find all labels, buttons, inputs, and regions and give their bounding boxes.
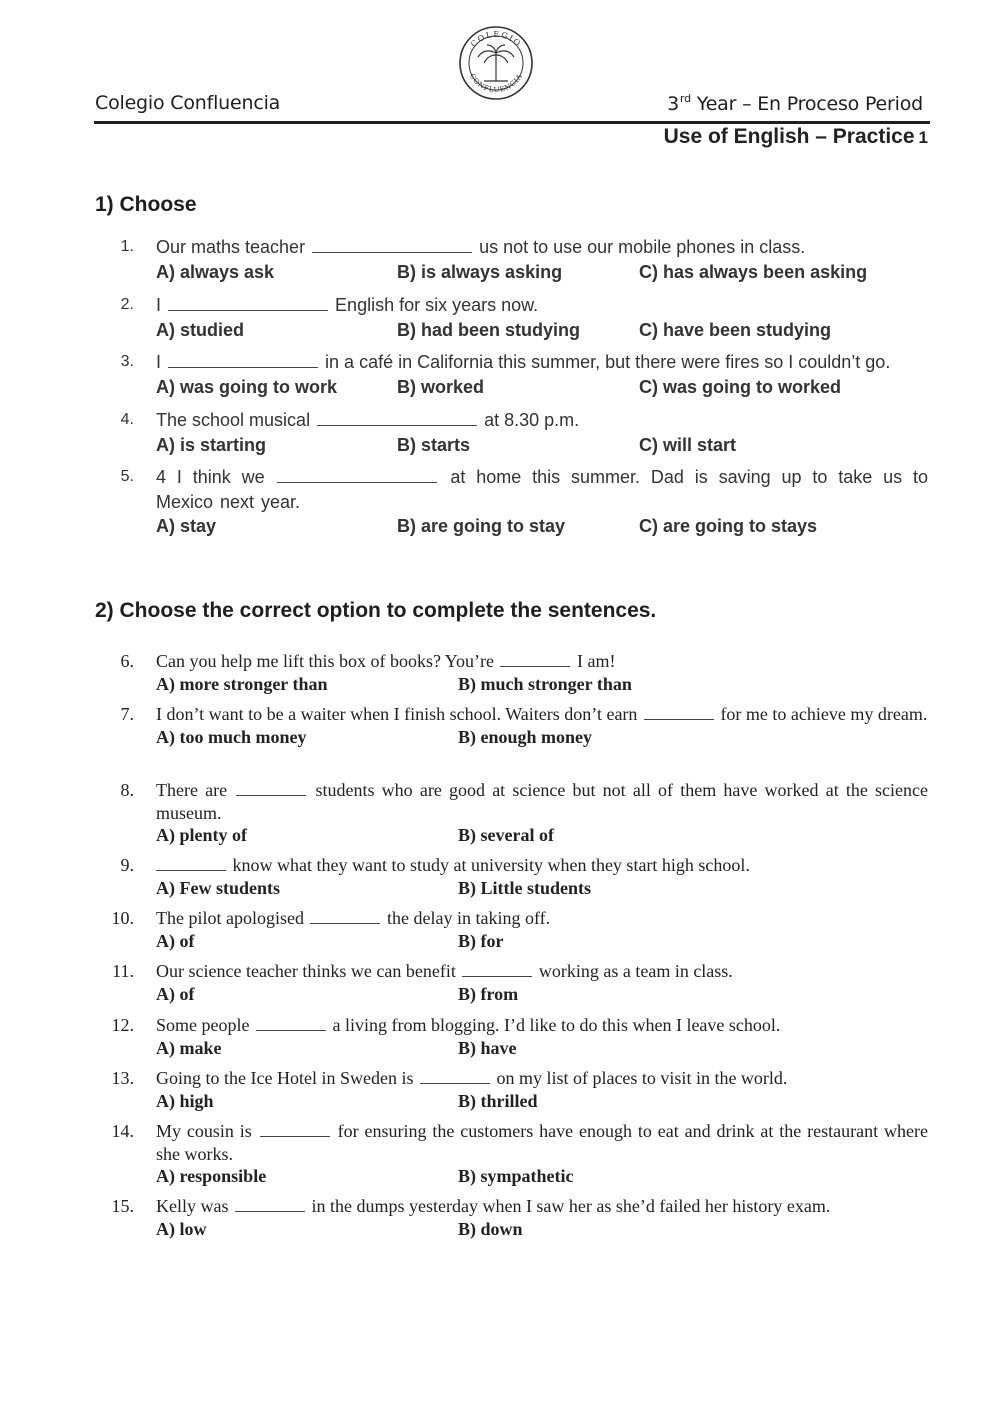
option-b[interactable]: B) much stronger than <box>458 673 632 694</box>
svg-text:COLEGIO: COLEGIO <box>468 29 523 49</box>
answer-blank[interactable] <box>462 962 532 977</box>
option-b[interactable]: B) is always asking <box>397 261 563 282</box>
option-a[interactable]: A) high <box>156 1090 214 1111</box>
option-a[interactable]: A) Few students <box>156 877 280 898</box>
option-b[interactable]: B) are going to stay <box>397 516 566 536</box>
svg-text:CONFLUENCIA: CONFLUENCIA <box>467 72 525 95</box>
option-a[interactable]: A) stay <box>156 516 217 536</box>
option-a[interactable]: A) always ask <box>156 261 275 282</box>
section-1-title: 1) Choose <box>95 193 197 216</box>
option-b[interactable]: B) enough money <box>458 726 593 747</box>
option-b[interactable]: B) starts <box>397 434 471 455</box>
answer-blank[interactable] <box>312 238 472 253</box>
option-c[interactable]: C) are going to stays <box>639 516 818 536</box>
option-a[interactable]: A) responsible <box>156 1166 267 1186</box>
option-b[interactable]: B) Little students <box>458 877 592 898</box>
answer-blank[interactable] <box>277 468 437 483</box>
answer-blank[interactable] <box>500 652 570 667</box>
worksheet-page: COLEGIO CONFLUENCIA Colegio Confluencia 3rd Year – En Proceso Period Use of English – Practice 1 1) Choose 1. Our maths teacher us not to use our mobile phones in class. A) always ask B) is always asking C) has always been asking 2. I English for six years now. A) studied B) had been studying C) have been studying 3. I in a café in California this summer, but there were fires so I couldn’t go. A) was going to work B) worked C) was going to worked 4. The school musical at 8.30 p.m. A) is starting B) starts C) will start 5. 4 I think we at home this summer. Dad is saving up to take us to Mexico next year. A) stay B) are going to stay C) are going to stays 2) Choose the correct option to complete the sentences. 6. Can you help me lift this box of books? You’re I am! A) more stronger than B) much stronger than 7. I don’t want to be a waiter when I finish school. Waiters don’t earn for me to achieve my dream. A) too much money B) enough money 8. There are students who are good at science but not all of them have worked at the science museum. A) plenty of B) several of 9. know what they want to study at university when they start high school. A) Few students B) Little students 10. The pilot apologised the delay in taking off. A) of B) for 11. Our science teacher thinks we can benefit working as a team in class. A) of B) from 12. Some people a living from blogging. I’d like to do this when I leave school. A) make B) have 13. Going to the Ice Hotel in Sweden is on my list of places to visit in the world. A) high B) thrilled 14. My cousin is for ensuring the customers have enough to eat and drink at the restaurant where she works. A) responsible B) sympathetic 15. Kelly was in the dumps yesterday when I saw her as she’d failed her history exam. A) low B) down <box>0 0 1000 1413</box>
option-b[interactable]: B) for <box>458 930 504 951</box>
option-a[interactable]: A) plenty of <box>156 825 247 845</box>
answer-blank[interactable] <box>256 1016 326 1031</box>
option-b[interactable]: B) have <box>458 1037 517 1058</box>
option-a[interactable]: A) was going to work <box>156 376 338 397</box>
option-b[interactable]: B) sympathetic <box>458 1166 574 1186</box>
option-c[interactable]: C) have been studying <box>639 319 832 340</box>
option-b[interactable]: B) from <box>458 983 519 1004</box>
option-a[interactable]: A) of <box>156 983 195 1004</box>
answer-blank[interactable] <box>236 781 306 796</box>
year-period: 3rd Year – En Proceso Period <box>667 92 923 115</box>
answer-blank[interactable] <box>156 856 226 871</box>
option-a[interactable]: A) is starting <box>156 434 267 455</box>
school-seal-logo <box>458 25 534 101</box>
option-b[interactable]: B) had been studying <box>397 319 581 340</box>
option-b[interactable]: B) thrilled <box>458 1090 538 1111</box>
option-b[interactable]: B) worked <box>397 376 485 397</box>
answer-blank[interactable] <box>168 353 318 368</box>
option-c[interactable]: C) will start <box>639 434 737 455</box>
worksheet-subtitle: Use of English – Practice 1 <box>663 125 928 148</box>
answer-blank[interactable] <box>420 1069 490 1084</box>
option-a[interactable]: A) make <box>156 1037 222 1058</box>
option-b[interactable]: B) down <box>458 1218 523 1239</box>
answer-blank[interactable] <box>317 411 477 426</box>
option-a[interactable]: A) of <box>156 930 195 951</box>
answer-blank[interactable] <box>260 1122 330 1137</box>
school-name: Colegio Confluencia <box>95 92 281 114</box>
answer-blank[interactable] <box>168 296 328 311</box>
option-a[interactable]: A) studied <box>156 319 244 340</box>
section-2-title: 2) Choose the correct option to complete the sentences. <box>95 599 657 622</box>
header-rule <box>94 121 930 124</box>
option-a[interactable]: A) too much money <box>156 726 307 747</box>
option-c[interactable]: C) has always been asking <box>639 261 868 282</box>
option-c[interactable]: C) was going to worked <box>639 376 842 397</box>
answer-blank[interactable] <box>235 1197 305 1212</box>
answer-blank[interactable] <box>310 909 380 924</box>
option-b[interactable]: B) several of <box>458 825 554 845</box>
option-a[interactable]: A) more stronger than <box>156 673 328 694</box>
option-a[interactable]: A) low <box>156 1218 207 1239</box>
answer-blank[interactable] <box>644 705 714 720</box>
